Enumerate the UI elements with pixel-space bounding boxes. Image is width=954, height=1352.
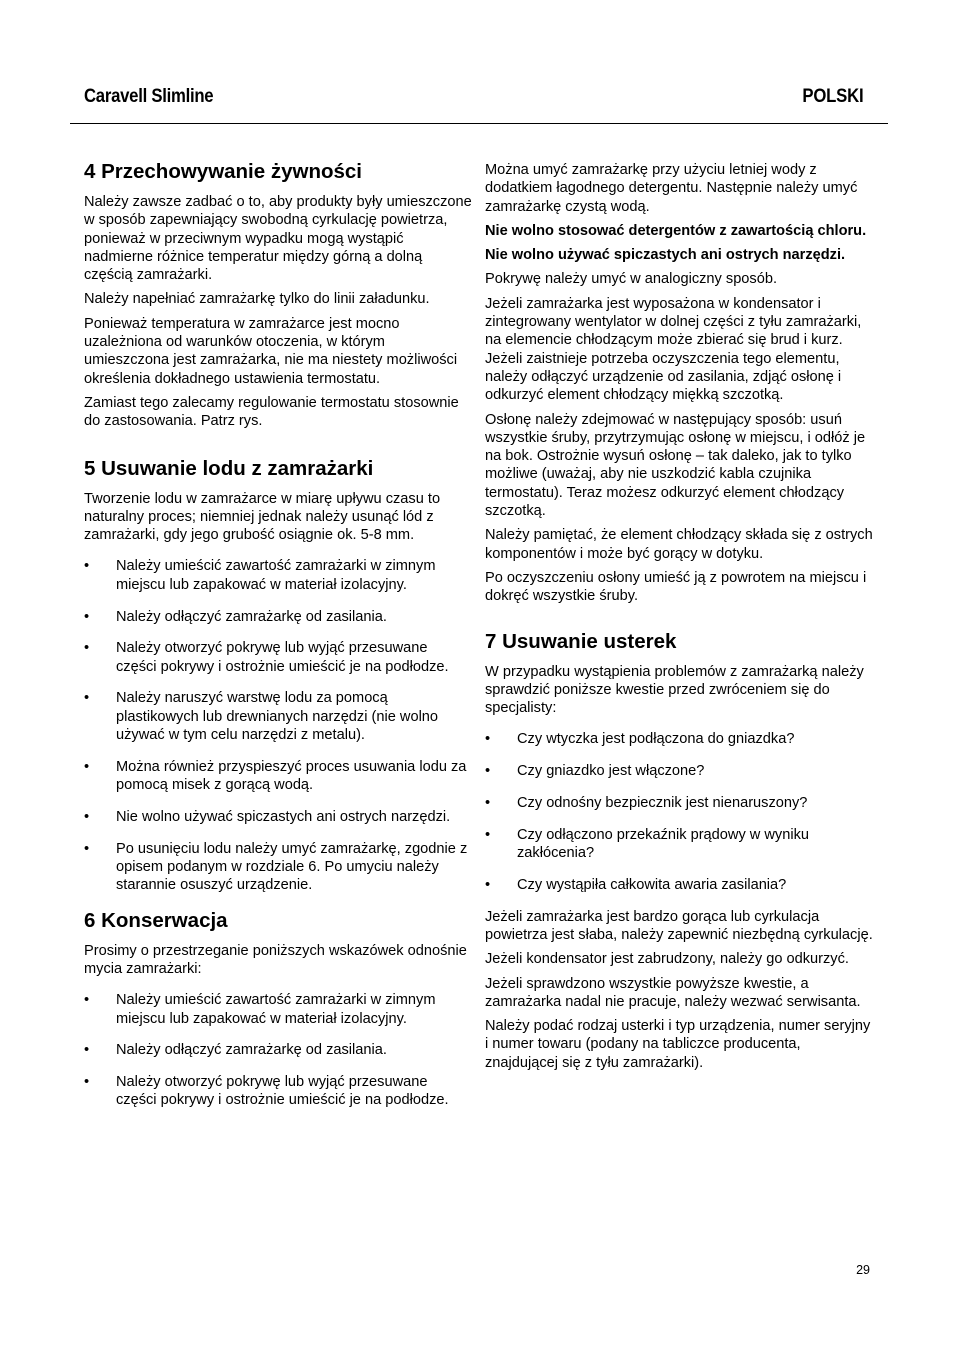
warning-sharp-tools: Nie wolno używać spiczastych ani ostrych narzędzi. [485, 247, 846, 264]
list-item: • Nie wolno używać spiczastych ani ostrych narzędzi. [84, 808, 451, 825]
troubleshooting-checklist [485, 730, 877, 894]
right-column [485, 161, 877, 1078]
section-4 [84, 160, 472, 431]
paragraph: Należy napełniać zamrażarkę tylko do linii załadunku. [84, 291, 430, 308]
bullet: • [84, 690, 90, 707]
list-item: • Należy otworzyć pokrywę lub wyjąć przesuwane części pokrywy i ostrożnie umieścić je na podłodze. [84, 1074, 449, 1109]
paragraph: Jeżeli kondensator jest zabrudzony, należy go odkurzyć. [485, 951, 849, 968]
section-6-title: 6 Konserwacja [84, 908, 228, 932]
paragraph: Jeżeli sprawdzono wszystkie powyższe kwestie, a zamrażarka nadal nie pracuje, należy wezwać serwisanta. [485, 975, 861, 1010]
section-7-title: 7 Usuwanie usterek [485, 629, 677, 653]
list-item: • Czy wystąpiła całkowita awaria zasilania? [485, 876, 787, 893]
bullet: • [84, 608, 90, 625]
paragraph: Należy zawsze zadbać o to, aby produkty były umieszczone w sposób zapewniający swobodną cyrkulację powietrza, ponieważ w przeciwnym wypadku mogą wystąpić nadmierne różnice temperatur między górną a dolną częścią zamrażarki. [84, 194, 472, 284]
list-item: • Należy naruszyć warstwę lodu za pomocą plastikowych lub drewnianych narzędzi (nie wolno używać w tym celu narzędzi z metalu). [84, 690, 439, 744]
list-item: • Należy umieścić zawartość zamrażarki w zimnym miejscu lub zapakować w materiał izolacyjny. [84, 992, 436, 1027]
language-label: POLSKI [802, 86, 864, 107]
bullet: • [84, 640, 90, 657]
section-5-title: 5 Usuwanie lodu z zamrażarki [84, 456, 374, 480]
bullet: • [84, 840, 90, 857]
left-column [84, 160, 472, 1123]
section-5 [84, 457, 472, 895]
paragraph: Jeżeli zamrażarka jest bardzo gorąca lub cyrkulacja powietrza jest słaba, należy zapewnić niezbędną cyrkulację. [485, 908, 873, 943]
warning-chlorine: Nie wolno stosować detergentów z zawartością chloru. [485, 222, 867, 239]
list-item: • Należy odłączyć zamrażarkę od zasilania. [84, 1042, 387, 1059]
paragraph: Po oczyszczeniu osłony umieść ją z powrotem na miejscu i dokręć wszystkie śruby. [485, 569, 867, 605]
paragraph: Prosimy o przestrzeganie poniższych wskazówek odnośnie mycia zamrażarki: [84, 942, 467, 977]
bullet: • [84, 992, 90, 1009]
page-number: 29 [856, 1263, 870, 1277]
list-item: • Czy gniazdko jest włączone? [485, 763, 705, 780]
page-header [70, 86, 888, 124]
list-item: • Należy odłączyć zamrażarkę od zasilania. [84, 608, 387, 625]
list-item: • Czy odłączono przekaźnik prądowy w wyniku zakłócenia? [485, 826, 810, 862]
bullet: • [84, 1074, 90, 1091]
paragraph: Pokrywę należy umyć w analogiczny sposób. [485, 271, 778, 288]
list-item: • Czy wtyczka jest podłączona do gniazdka? [485, 731, 795, 748]
list-item: • Czy odnośny bezpiecznik jest nienaruszony? [485, 795, 808, 812]
defrost-steps-list [84, 557, 472, 894]
paragraph: Należy podać rodzaj usterki i typ urządzenia, numer seryjny i numer towaru (podany na tabliczce producenta, znajdującej się z tyłu zamrażarki). [485, 1018, 871, 1071]
bullet: • [84, 1042, 90, 1059]
list-item: • Należy umieścić zawartość zamrażarki w zimnym miejscu lub zapakować w materiał izolacyjny. [84, 558, 436, 593]
section-4-title: 4 Przechowywanie żywności [84, 160, 362, 183]
paragraph: W przypadku wystąpienia problemów z zamrażarką należy sprawdzić poniższe kwestie przed zwróceniem się do specjalisty: [485, 663, 864, 717]
paragraph: Ponieważ temperatura w zamrażarce jest mocno uzależniona od warunków otoczenia, w którym umieszczona jest zamrażarka, nie ma niestety możliwości określenia dokładnego ustawienia termostatu. [84, 315, 458, 387]
list-item: • Po usunięciu lodu należy umyć zamrażarkę, zgodnie z opisem podanym w rozdziale 6. Po umyciu należy starannie osuszyć urządzenie. [84, 840, 468, 894]
list-item: • Należy otworzyć pokrywę lub wyjąć przesuwane części pokrywy i ostrożnie umieścić je na podłodze. [84, 640, 449, 675]
paragraph: Zamiast tego zalecamy regulowanie termostatu stosownie do zastosowania. Patrz rys. [84, 394, 459, 430]
maintenance-steps-list [84, 991, 472, 1109]
section-7 [485, 630, 877, 1073]
bullet: • [84, 808, 90, 825]
list-item: • Można również przyspieszyć proces usuwania lodu za pomocą misek z gorącą wodą. [84, 758, 467, 794]
paragraph: Osłonę należy zdejmować w następujący sposób: usuń wszystkie śruby, przytrzymując osłonę w miejscu, i odłóż je na bok. Ostrożnie wysuń osłonę – tak daleko, jak to tylko możliwe (uważaj, aby nie uszkodzić kabla czujnika termostatu). Teraz możesz odkurzyć element chłodzący szczotką. [485, 411, 866, 520]
bullet: • [485, 826, 491, 843]
paragraph: Można umyć zamrażarkę przy użyciu letniej wody z dodatkiem łagodnego detergentu. Następnie należy umyć zamrażarkę czystą wodą. [485, 162, 858, 215]
paragraph: Tworzenie lodu w zamrażarce w miarę upływu czasu to naturalny proces; niemniej jednak należy usunąć lód z zamrażarki, gdy jego grubość osiągnie ok. 5-8 mm. [84, 490, 441, 544]
paragraph: Należy pamiętać, że element chłodzący składa się z ostrych komponentów i może być gorący w dotyku. [485, 527, 873, 562]
section-6 [84, 909, 472, 1110]
bullet: • [84, 558, 90, 575]
bullet: • [485, 876, 491, 893]
bullet: • [485, 795, 491, 812]
bullet: • [485, 731, 491, 748]
paragraph: Jeżeli zamrażarka jest wyposażona w kondensator i zintegrowany wentylator w dolnej części z tyłu zamrażarki, na elemencie chłodzącym może zbierać się brud i kurz. Jeżeli zaistnieje potrzeba oczyszczenia tego elementu, należy odłączyć urządzenie od zasilania, zdjąć osłonę i odkurzyć element chłodzący miękką szczotką. [485, 295, 862, 404]
bullet: • [485, 763, 491, 780]
bullet: • [84, 758, 90, 775]
product-name: Caravell Slimline [84, 86, 214, 107]
